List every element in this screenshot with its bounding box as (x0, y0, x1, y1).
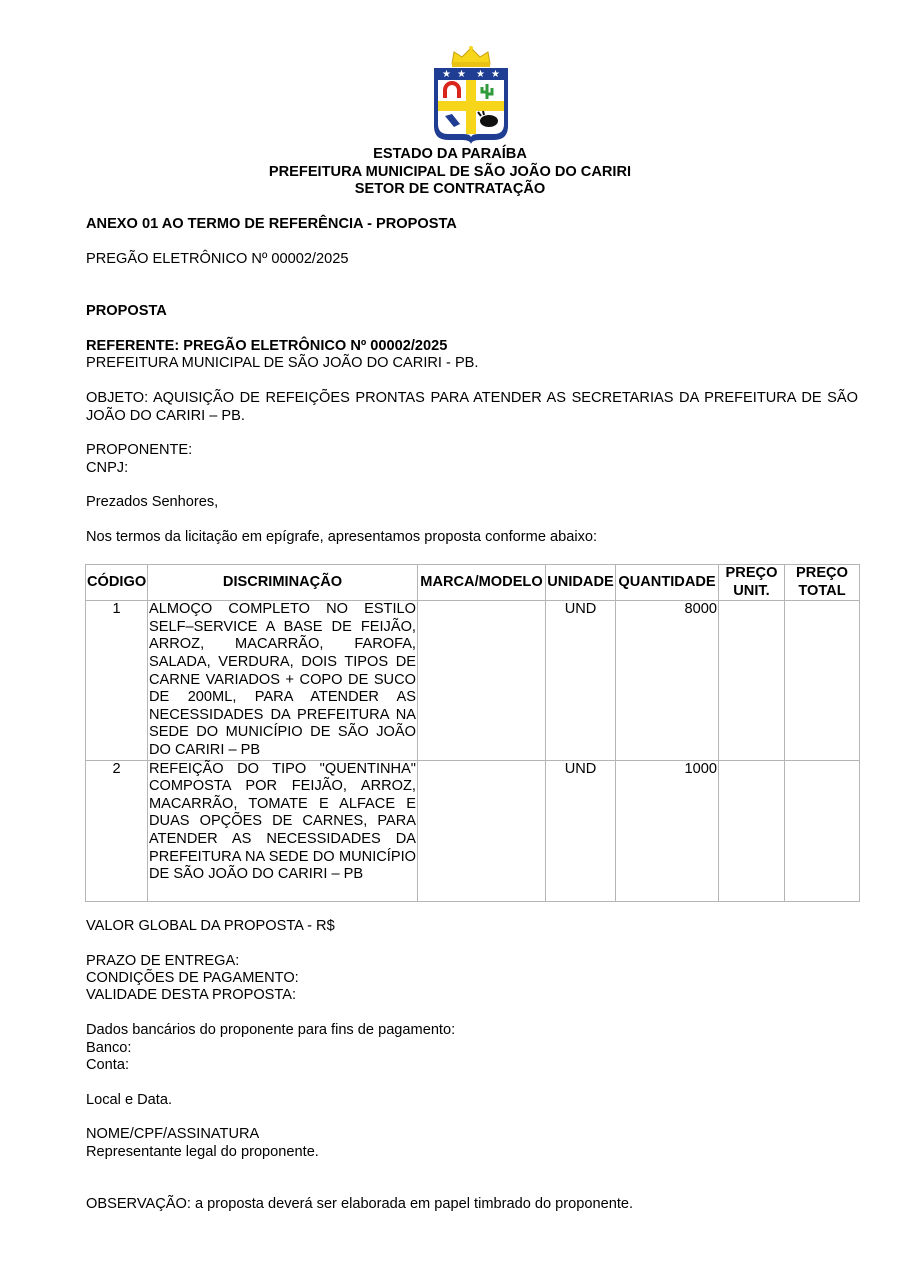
municipal-coat-of-arms (432, 44, 510, 144)
col-header-quantity: QUANTIDADE (616, 565, 719, 601)
legal-representative-label: Representante legal do proponente. (86, 1144, 319, 1160)
validity-label: VALIDADE DESTA PROPOSTA: (86, 987, 297, 1003)
total-price-label-1: PREÇO (796, 565, 848, 581)
row-description: ALMOÇO COMPLETO NO ESTILO SELF–SERVICE A BASE DE FEIJÃO, ARROZ, MACARRÃO, FAROFA, SALADA, VERDURA, DOIS TIPOS DE CARNE VARIADOS + COPO DE SUCO DE 200ML, PARA ATENDER AS NECESSIDADES DA PREFEITURA NA SEDE DO MUNICÍPIO DE SÃO JOÃO DO CARIRI – PB (148, 601, 418, 760)
svg-text:★: ★ (442, 69, 451, 80)
row-unit: UND (546, 601, 616, 760)
row-unit-price[interactable] (719, 601, 785, 760)
svg-text:★: ★ (457, 69, 466, 80)
table-header-row (86, 565, 860, 601)
col-header-brand: MARCA/MODELO (418, 565, 546, 601)
col-header-code: CÓDIGO (86, 565, 148, 601)
signature-label: NOME/CPF/ASSINATURA (86, 1126, 260, 1142)
bank-label: Banco: (86, 1040, 132, 1056)
row-total-price[interactable] (785, 601, 860, 760)
col-header-total-price (785, 565, 860, 601)
row-brand[interactable] (418, 760, 546, 901)
row-unit: UND (546, 760, 616, 901)
observation-note: OBSERVAÇÃO: a proposta deverá ser elaborada em papel timbrado do proponente. (86, 1196, 634, 1212)
proposal-title: PROPOSTA (86, 303, 167, 319)
col-header-description: DISCRIMINAÇÃO (148, 565, 418, 601)
table-row (86, 601, 860, 760)
delivery-term-label: PRAZO DE ENTREGA: (86, 953, 240, 969)
table-row (86, 760, 860, 901)
place-date-label: Local e Data. (86, 1092, 172, 1108)
crown-icon (452, 46, 490, 67)
proponent-label: PROPONENTE: (86, 442, 193, 458)
row-code: 2 (86, 760, 148, 901)
items-table (85, 564, 860, 902)
total-price-label-2: TOTAL (798, 582, 846, 599)
payment-conditions-label: CONDIÇÕES DE PAGAMENTO: (86, 970, 299, 986)
svg-text:★: ★ (476, 69, 485, 80)
row-unit-price[interactable] (719, 760, 785, 901)
row-code: 1 (86, 601, 148, 760)
reference-line: REFERENTE: PREGÃO ELETRÔNICO Nº 00002/2025 (86, 338, 448, 354)
col-header-unit-price (719, 565, 785, 601)
global-value-label: VALOR GLOBAL DA PROPOSTA - R$ (86, 918, 335, 934)
row-quantity: 8000 (616, 601, 719, 760)
object-paragraph: OBJETO: AQUISIÇÃO DE REFEIÇÕES PRONTAS PARA ATENDER AS SECRETARIAS DA PREFEITURA DE SÃO JOÃO DO CARIRI – PB. (86, 390, 858, 424)
pregao-number: PREGÃO ELETRÔNICO Nº 00002/2025 (86, 251, 349, 267)
unit-price-label-2: UNIT. (733, 582, 770, 599)
row-brand[interactable] (418, 601, 546, 760)
greeting: Prezados Senhores, (86, 494, 219, 510)
unit-price-label-1: PREÇO (725, 565, 778, 581)
municipality-name: PREFEITURA MUNICIPAL DE SÃO JOÃO DO CARIRI (268, 163, 632, 180)
state-name: ESTADO DA PARAÍBA (373, 146, 527, 162)
row-quantity: 1000 (616, 760, 719, 901)
bank-data-label: Dados bancários do proponente para fins de pagamento: (86, 1022, 456, 1038)
row-total-price[interactable] (785, 760, 860, 901)
cnpj-label: CNPJ: (86, 460, 129, 476)
prefeitura-line: PREFEITURA MUNICIPAL DE SÃO JOÃO DO CARIRI - PB. (86, 355, 479, 371)
svg-text:★: ★ (491, 69, 500, 80)
document-header (0, 146, 900, 199)
row-description: REFEIÇÃO DO TIPO "QUENTINHA" COMPOSTA POR FEIJÃO, ARROZ, MACARRÃO, TOMATE E ALFACE E DUAS OPÇÕES DE CARNES, PARA ATENDER AS NECESSIDADES DA PREFEITURA NA SEDE DO MUNICÍPIO DE SÃO JOÃO DO CARIRI – PB (148, 760, 418, 901)
annex-title: ANEXO 01 AO TERMO DE REFERÊNCIA - PROPOSTA (86, 216, 457, 232)
intro-text: Nos termos da licitação em epígrafe, apresentamos proposta conforme abaixo: (86, 529, 598, 545)
account-label: Conta: (86, 1057, 129, 1073)
col-header-unit: UNIDADE (546, 565, 616, 601)
sector-name: SETOR DE CONTRATAÇÃO (354, 181, 546, 197)
